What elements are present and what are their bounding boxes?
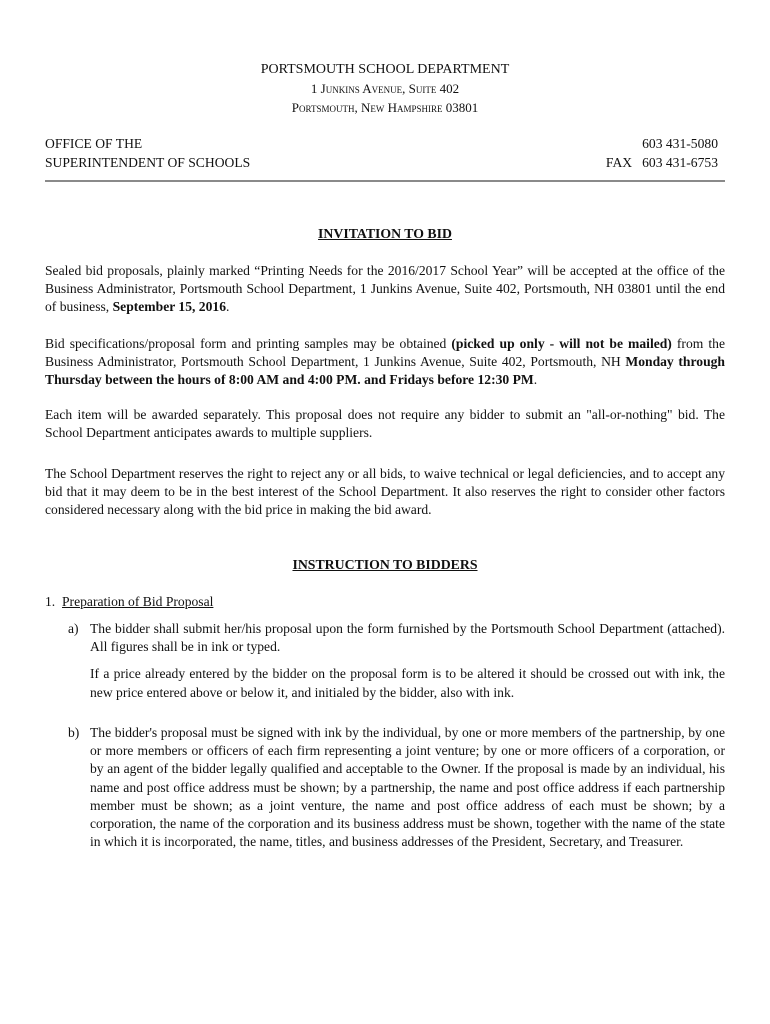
letterhead (0, 60, 770, 117)
section-1-heading (45, 593, 213, 611)
paragraph-1-text: Sealed bid proposals, plainly marked “Printing Needs for the 2016/2017 School Year” will be accepted at the office of the Business Administrator, Portsmouth School Department, 1 Junkins Avenue, Suite 402, Portsmouth, NH 03801 until the end of business, (45, 263, 725, 315)
clause-b-marker: b) (68, 725, 80, 740)
clause-a-text: The bidder shall submit her/his proposal upon the form furnished by the Portsmouth School Department (attached). All figures shall be in ink or typed. (90, 621, 725, 655)
address-line-2: Portsmouth, New Hampshire 03801 (291, 100, 479, 115)
clause-a (68, 620, 725, 702)
fax-number: 603 431-6753 (642, 155, 718, 170)
invitation-paragraph-3: Each item will be awarded separately. This proposal does not require any bidder to submit an "all-or-nothing" bid. The School Department anticipates awards to multiple suppliers. (45, 407, 725, 441)
section-1-number: 1. (45, 594, 56, 609)
clause-b-text: The bidder's proposal must be signed with ink by the individual, by one or more members of the partnership, by one or more members or officers of each firm representing a joint venture; by one or more officers of a corporation, or by an agent of the bidder legally qualified and acceptable to the Owner. If the proposal is made by an individual, his name and post office address must be shown; by a partnership, the name and post office address if each partnership member must be shown; as a joint venture, the name and post office address of each must be shown; by a corporation, the name of the corporation and its business address must be shown, together with the name of the state in which it is incorporated, the name, titles, and business addresses of the President, Secretary, and Treasurer. (90, 725, 725, 850)
section-1-title: Preparation of Bid Proposal (62, 594, 214, 609)
paragraph-2-text: Bid specifications/proposal form and printing samples may be obtained (45, 336, 452, 351)
header-divider (45, 180, 725, 182)
invitation-paragraph-2 (45, 335, 725, 390)
bid-deadline: September 15, 2016 (112, 299, 226, 315)
invitation-paragraph-4: The School Department reserves the right to reject any or all bids, to waive technical or legal deficiencies, and to accept any bid that it may deem to be in the best interest of the School Department. It also reserves the right to consider other factors considered necessary along with the bid price in making the bid award. (45, 466, 725, 518)
contact-block (606, 134, 718, 172)
instructions-heading: INSTRUCTION TO BIDDERS (292, 557, 478, 572)
office-line-1: OFFICE OF THE (45, 136, 143, 151)
office-line-2: SUPERINTENDENT OF SCHOOLS (45, 155, 251, 170)
pickup-notice: (picked up only - will not be mailed) (451, 336, 672, 351)
clause-b (68, 724, 725, 851)
phone-number: 603 431-5080 (642, 136, 718, 151)
paragraph-1-end: . (226, 299, 230, 315)
address-line-1: 1 Junkins Avenue, Suite 402 (310, 81, 460, 96)
pickup-hours: Monday through Thursday between the hours of 8:00 AM and 4:00 PM. and Fridays before 12:30 PM (45, 354, 725, 388)
fax-label: FAX (605, 155, 633, 170)
organization-name: PORTSMOUTH SCHOOL DEPARTMENT (260, 62, 510, 77)
paragraph-2-text-b: from the Business Administrator, Portsmouth School Department, 1 Junkins Avenue, Suite 402, Portsmouth, NH (45, 336, 725, 370)
invitation-paragraph-1 (45, 262, 725, 317)
invitation-heading: INVITATION TO BID (318, 226, 452, 241)
clause-a-marker: a) (68, 621, 79, 636)
clause-a-text-2: If a price already entered by the bidder on the proposal form is to be altered it should be crossed out with ink, the new price entered above or below it, and initialed by the bidder, also with ink. (90, 666, 725, 700)
office-block (45, 134, 250, 172)
paragraph-2-end: . (533, 372, 538, 388)
fax-row (606, 153, 718, 172)
